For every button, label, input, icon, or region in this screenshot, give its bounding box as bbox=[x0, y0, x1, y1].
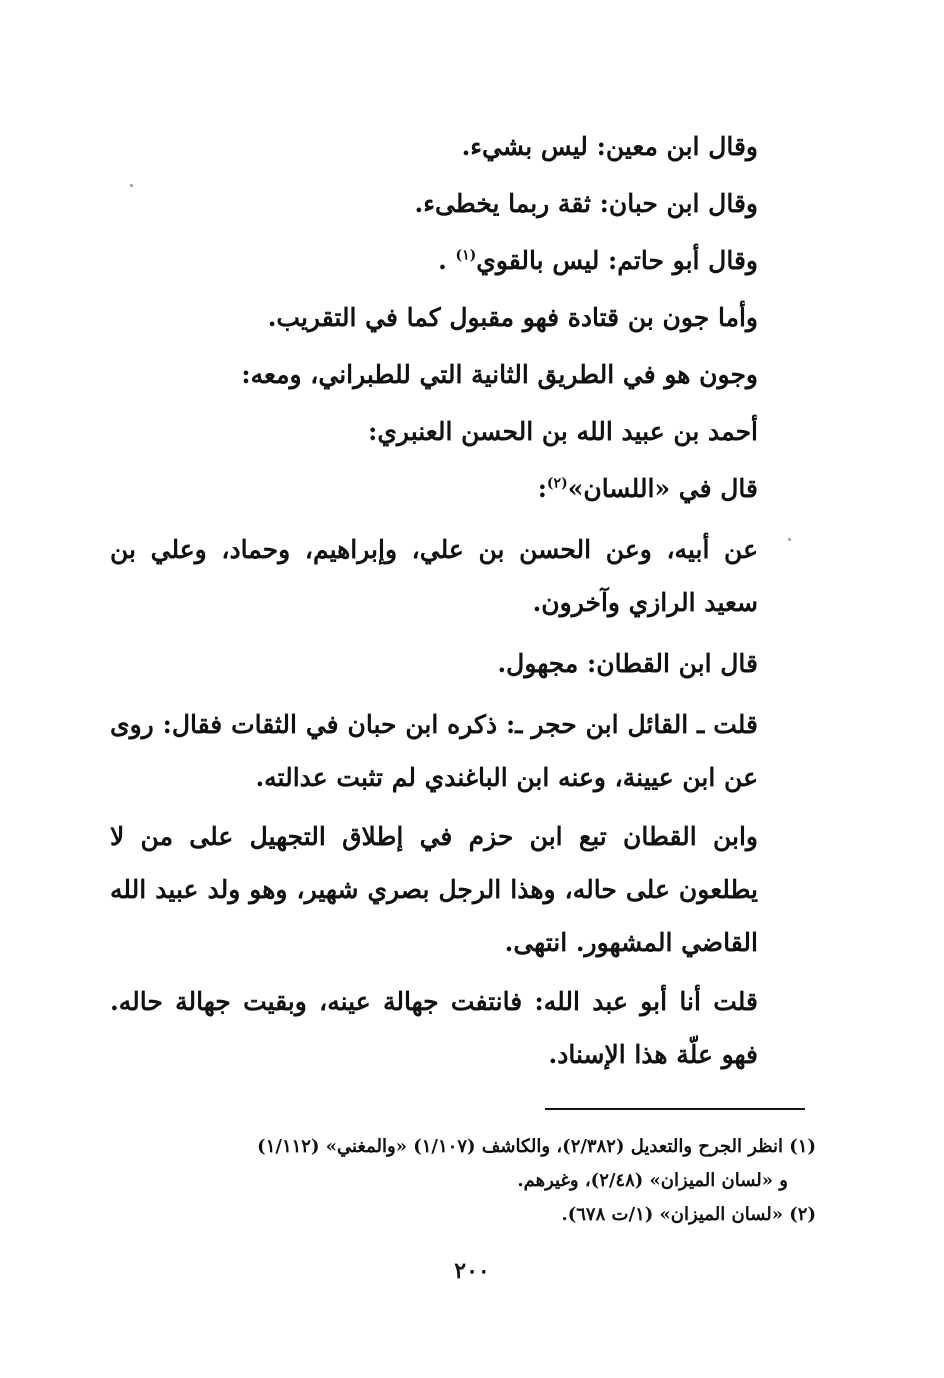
footnote-1: (١) انظر الجرح والتعديل (٢/٣٨٢)، والكاشف (١/١٠٧) «والمغني» (١/١١٢) bbox=[257, 1136, 816, 1157]
footnote-1-continued: و «لسان الميزان» (٢/٤٨)، وغيرهم. bbox=[517, 1170, 788, 1191]
text-line: قال في «اللسان» bbox=[567, 474, 758, 503]
paragraph: وابن القطان تبع ابن حزم في إطلاق التجهيل على من لا يطلعون على حاله، وهذا الرجل بصري شهير، وهو ولد عبيد الله القاضي المشهور. انتهى. bbox=[110, 822, 758, 957]
text-line: وجون هو في الطريق الثانية التي للطبراني، ومعه: bbox=[241, 360, 758, 389]
paragraph: قلت ـ القائل ابن حجر ـ: ذكره ابن حبان في الثقات فقال: روى عن ابن عيينة، وعنه ابن الباغندي لم تثبت عدالته. bbox=[110, 710, 758, 792]
text-line: وقال أبو حاتم: ليس بالقوي bbox=[476, 246, 758, 275]
text-line: وقال ابن معين: ليس بشيء. bbox=[461, 132, 758, 161]
text-line-with-note bbox=[110, 232, 816, 289]
main-text bbox=[110, 118, 816, 1087]
line-end-mark: . bbox=[438, 246, 447, 275]
footnote-ref-1: (١) bbox=[455, 247, 477, 264]
paragraph: قلت أنا أبو عبد الله: فانتفت جهالة عينه، وبقيت جهالة حاله. فهو علّة هذا الإسناد. bbox=[110, 987, 758, 1069]
text-line: قال ابن القطان: مجهول. bbox=[497, 649, 758, 678]
text-line: أحمد بن عبيد الله بن الحسن العنبري: bbox=[368, 417, 758, 446]
footnote-separator bbox=[545, 1108, 805, 1110]
text-line-with-note bbox=[110, 460, 816, 517]
line-end-mark: : bbox=[537, 474, 547, 503]
footnote-2: (٢) «لسان الميزان» (١/ت ٦٧٨). bbox=[561, 1204, 816, 1225]
footnote-ref-2: (٢) bbox=[546, 475, 568, 492]
scan-speck bbox=[788, 538, 791, 541]
footnotes bbox=[110, 1130, 816, 1232]
paragraph: عن أبيه، وعن الحسن بن علي، وإبراهيم، وحماد، وعلي بن سعيد الرازي وآخرون. bbox=[110, 535, 758, 617]
text-line: وأما جون بن قتادة فهو مقبول كما في التقريب. bbox=[267, 303, 758, 332]
page-number: ٢٠٠ bbox=[454, 1258, 490, 1284]
text-line: وقال ابن حبان: ثقة ربما يخطىء. bbox=[414, 189, 758, 218]
scan-speck bbox=[130, 184, 133, 187]
